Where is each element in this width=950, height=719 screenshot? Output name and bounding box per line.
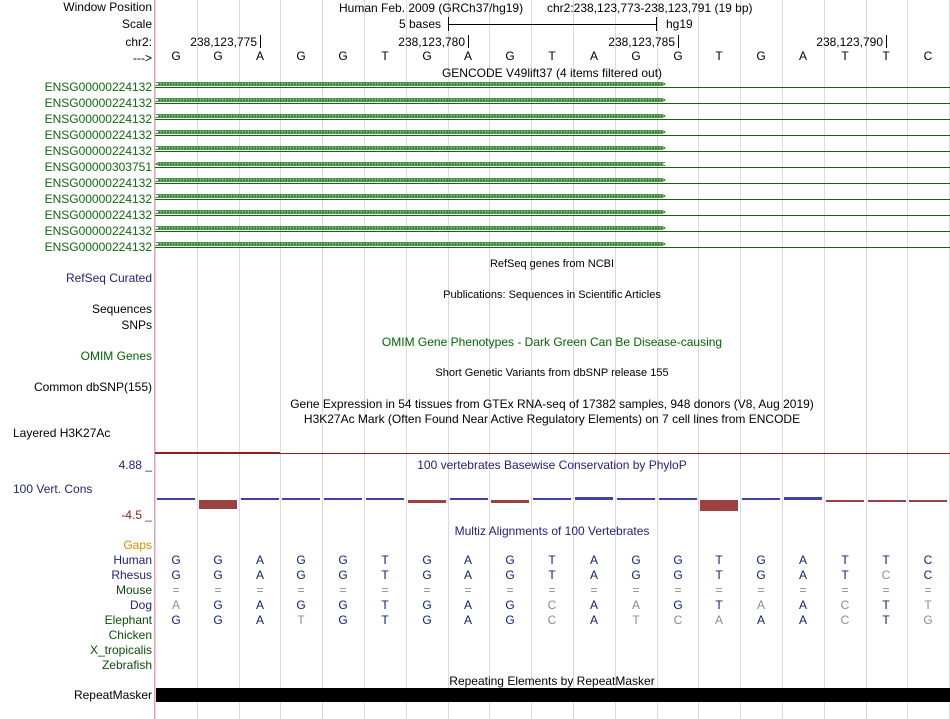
- gencode-gene-feature[interactable]: [155, 210, 950, 221]
- species-label[interactable]: Mouse: [115, 583, 152, 597]
- reference-base: G: [756, 49, 766, 63]
- plus-strand-arrows: >>>>>>>>>>>>>>>>>>>>>>>>>>>>>>>>>>>>>>>>>>>>>>>>>>>>>>>>>>>>>>>>>>>>>>>>>>>>>>>>>>>>>>>>>>>>>>>>>>>>>>>>>>>>>>>>>>>>>>>>>>>>>>>>>>>>>>>>>>>>>>>>>>>>>>>>>>>>>>>>>>>>>>>>>>>>>>>>>>>>: [155, 146, 663, 154]
- refseq-track-label[interactable]: RefSeq Curated: [65, 271, 152, 285]
- plus-strand-arrows: >>>>>>>>>>>>>>>>>>>>>>>>>>>>>>>>>>>>>>>>>>>>>>>>>>>>>>>>>>>>>>>>>>>>>>>>>>>>>>>>>>>>>>>>>>>>>>>>>>>>>>>>>>>>>>>>>>>>>>>>>>>>>>>>>>>>>>>>>>>>>>>>>>>>>>>>>>>>>>>>>>>>>>>>>>>>>>>>>>>>: [155, 130, 663, 138]
- aligned-base: C: [923, 553, 933, 567]
- gencode-gene-feature[interactable]: [155, 82, 950, 93]
- aligned-base: G: [296, 553, 306, 567]
- aligned-base: T: [924, 598, 932, 612]
- reference-base: A: [798, 49, 807, 63]
- plus-strand-arrows: >>>>>>>>>>>>>>>>>>>>>>>>>>>>>>>>>>>>>>>>>>>>>>>>>>>>>>>>>>>>>>>>>>>>>>>>>>>>>>>>>>>>>>>>>>>>>>>>>>>>>>>>>>>>>>>>>>>>>>>>>>>>>>>>>>>>>>>>>>>>>>>>>>>>>>>>>>>>>>>>>>>>>>>>>>>>>>>>>>>>: [155, 82, 663, 90]
- cons-max-label: 4.88 _: [118, 458, 152, 472]
- gencode-gene-feature[interactable]: [155, 162, 950, 173]
- aligned-base: A: [631, 598, 640, 612]
- track-labels-column: [0, 0, 155, 719]
- reference-base: G: [505, 49, 515, 63]
- aligned-base: =: [464, 583, 472, 597]
- aligned-base: =: [715, 583, 723, 597]
- gencode-gene-label[interactable]: ENSG00000224132: [44, 224, 152, 238]
- ruler-tick-label: 238,123,790: [816, 35, 883, 49]
- species-label[interactable]: Human: [113, 553, 152, 567]
- snps-track-label[interactable]: SNPs: [121, 318, 152, 332]
- plus-strand-arrows: >>>>>>>>>>>>>>>>>>>>>>>>>>>>>>>>>>>>>>>>>>>>>>>>>>>>>>>>>>>>>>>>>>>>>>>>>>>>>>>>>>>>>>>>>>>>>>>>>>>>>>>>>>>>>>>>>>>>>>>>>>>>>>>>>>>>>>>>>>>>>>>>>>>>>>>>>>>>>>>>>>>>>>>>>>>>>>>>>>>>: [155, 226, 663, 234]
- strand-arrow-label: --->: [133, 51, 152, 65]
- aligned-base: G: [296, 568, 306, 582]
- reference-base: G: [422, 49, 432, 63]
- aligned-base: =: [924, 583, 932, 597]
- gencode-gene-label[interactable]: ENSG00000224132: [44, 240, 152, 254]
- aligned-base: G: [673, 598, 683, 612]
- scale-bar: [448, 24, 656, 25]
- aligned-base: G: [505, 568, 515, 582]
- scale-bar-right-cap: [656, 17, 657, 31]
- aligned-base: T: [715, 598, 723, 612]
- reference-base: T: [548, 49, 556, 63]
- conservation-bar: [868, 500, 906, 502]
- aligned-base: G: [505, 598, 515, 612]
- multiz-track-title: Multiz Alignments of 100 Vertebrates: [454, 524, 650, 538]
- gencode-gene-feature[interactable]: [155, 194, 950, 205]
- aligned-base: =: [339, 583, 347, 597]
- cons-track-label[interactable]: 100 Vert. Cons: [13, 482, 93, 496]
- aligned-base: T: [882, 613, 890, 627]
- repeatmasker-track-label[interactable]: RepeatMasker: [73, 688, 152, 702]
- species-label[interactable]: Chicken: [108, 628, 152, 642]
- aligned-base: G: [505, 553, 515, 567]
- gencode-gene-label[interactable]: ENSG00000224132: [44, 96, 152, 110]
- plus-strand-arrows: >>>>>>>>>>>>>>>>>>>>>>>>>>>>>>>>>>>>>>>>>>>>>>>>>>>>>>>>>>>>>>>>>>>>>>>>>>>>>>>>>>>>>>>>>>>>>>>>>>>>>>>>>>>>>>>>>>>>>>>>>>>>>>>>>>>>>>>>>>>>>>>>>>>>>>>>>>>>>>>>>>>>>>>>>>>>>>>>>>>>: [155, 178, 663, 186]
- publications-track-title: Publications: Sequences in Scientific Articles: [443, 289, 661, 301]
- aligned-base: T: [841, 553, 849, 567]
- gtex-track-title: Gene Expression in 54 tissues from GTEx RNA-seq of 17382 samples, 948 donors (V8, Aug 2019): [290, 397, 814, 411]
- gencode-gene-label[interactable]: ENSG00000224132: [44, 128, 152, 142]
- repeatmasker-element[interactable]: [156, 688, 950, 702]
- sequences-track-label[interactable]: Sequences: [91, 302, 152, 316]
- aligned-base: C: [840, 613, 850, 627]
- aligned-base: A: [798, 598, 807, 612]
- species-label[interactable]: Elephant: [104, 613, 152, 627]
- aligned-base: A: [589, 598, 598, 612]
- plus-strand-arrows: >>>>>>>>>>>>>>>>>>>>>>>>>>>>>>>>>>>>>>>>>>>>>>>>>>>>>>>>>>>>>>>>>>>>>>>>>>>>>>>>>>>>>>>>>>>>>>>>>>>>>>>>>>>>>>>>>>>>>>>>>>>>>>>>>>>>>>>>>>>>>>>>>>>>>>>>>>>>>>>>>>>>>>>>>>>>>>>>>>>>: [155, 194, 663, 202]
- aligned-base: =: [799, 583, 807, 597]
- conservation-bar: [282, 498, 320, 500]
- aligned-base: T: [882, 598, 890, 612]
- genome-browser-image[interactable]: [155, 0, 950, 719]
- aligned-base: T: [381, 568, 389, 582]
- aligned-base: A: [463, 598, 472, 612]
- conservation-bar: [575, 497, 613, 500]
- reference-base: T: [841, 49, 849, 63]
- gencode-track-title: GENCODE V49lift37 (4 items filtered out): [441, 66, 663, 80]
- aligned-base: G: [213, 553, 223, 567]
- reference-base: G: [338, 49, 348, 63]
- aligned-base: T: [548, 553, 556, 567]
- h3k27ac-track-title: H3K27Ac Mark (Often Found Near Active Regulatory Elements) on 7 cell lines from ENCODE: [303, 412, 801, 426]
- aligned-base: A: [255, 568, 264, 582]
- conservation-bar: [659, 498, 697, 500]
- gencode-gene-feature[interactable]: [155, 114, 950, 125]
- aligned-base: =: [423, 583, 431, 597]
- species-label[interactable]: Zebrafish: [101, 658, 152, 672]
- ruler-tick-mark: [260, 35, 261, 48]
- conservation-bar: [408, 500, 446, 503]
- reference-base: T: [882, 49, 890, 63]
- aligned-base: G: [422, 568, 432, 582]
- aligned-base: =: [381, 583, 389, 597]
- gaps-label: Gaps: [123, 538, 152, 552]
- reference-base: A: [463, 49, 472, 63]
- species-label[interactable]: X_tropicalis: [89, 643, 152, 657]
- aligned-base: C: [881, 568, 891, 582]
- conservation-bar: [450, 498, 488, 500]
- gencode-gene-label[interactable]: ENSG00000224132: [44, 192, 152, 206]
- aligned-base: C: [840, 598, 850, 612]
- conservation-bar: [909, 500, 947, 502]
- aligned-base: =: [674, 583, 682, 597]
- aligned-base: =: [590, 583, 598, 597]
- aligned-base: A: [756, 598, 765, 612]
- aligned-base: A: [714, 613, 723, 627]
- aligned-base: T: [715, 553, 723, 567]
- scale-bar-left-cap: [448, 17, 449, 31]
- aligned-base: T: [882, 553, 890, 567]
- aligned-base: C: [547, 598, 557, 612]
- scale-text: 5 bases: [399, 17, 442, 31]
- aligned-base: G: [296, 598, 306, 612]
- aligned-base: A: [463, 568, 472, 582]
- gencode-gene-label[interactable]: ENSG00000303751: [44, 160, 152, 174]
- aligned-base: A: [589, 613, 598, 627]
- aligned-base: =: [841, 583, 849, 597]
- aligned-base: C: [923, 568, 933, 582]
- aligned-base: G: [171, 613, 181, 627]
- conservation-bar: [366, 498, 404, 500]
- reference-base: T: [715, 49, 723, 63]
- aligned-base: G: [171, 553, 181, 567]
- gencode-gene-label[interactable]: ENSG00000224132: [44, 176, 152, 190]
- aligned-base: A: [798, 553, 807, 567]
- reference-base: A: [589, 49, 598, 63]
- aligned-base: A: [255, 598, 264, 612]
- aligned-base: A: [255, 553, 264, 567]
- aligned-base: G: [505, 613, 515, 627]
- aligned-base: =: [632, 583, 640, 597]
- plus-strand-arrows: >>>>>>>>>>>>>>>>>>>>>>>>>>>>>>>>>>>>>>>>>>>>>>>>>>>>>>>>>>>>>>>>>>>>>>>>>>>>>>>>>>>>>>>>>>>>>>>>>>>>>>>>>>>>>>>>>>>>>>>>>>>>>>>>>>>>>>>>>>>>>>>>>>>>>>>>>>>>>>>>>>>>>>>>>>>>>>>>>>>>: [155, 242, 663, 250]
- aligned-base: T: [297, 613, 305, 627]
- reference-base: G: [171, 49, 181, 63]
- conservation-bar: [700, 500, 738, 511]
- species-label[interactable]: Dog: [129, 598, 152, 612]
- aligned-base: G: [171, 568, 181, 582]
- aligned-base: C: [547, 613, 557, 627]
- aligned-base: T: [715, 568, 723, 582]
- aligned-base: G: [673, 553, 683, 567]
- aligned-base: A: [171, 598, 180, 612]
- conservation-bar: [533, 498, 571, 500]
- aligned-base: =: [548, 583, 556, 597]
- ruler-tick-label: 238,123,780: [398, 35, 465, 49]
- aligned-base: G: [213, 598, 223, 612]
- ruler-tick-label: 238,123,775: [190, 35, 257, 49]
- aligned-base: =: [256, 583, 264, 597]
- aligned-base: =: [172, 583, 180, 597]
- scale-db: hg19: [666, 17, 693, 31]
- conservation-bar: [491, 500, 529, 503]
- aligned-base: =: [757, 583, 765, 597]
- aligned-base: T: [381, 598, 389, 612]
- gencode-gene-feature[interactable]: [155, 146, 950, 157]
- aligned-base: A: [798, 568, 807, 582]
- aligned-base: =: [214, 583, 222, 597]
- ruler-tick-mark: [678, 35, 679, 48]
- aligned-base: =: [882, 583, 890, 597]
- aligned-base: T: [841, 568, 849, 582]
- conservation-bar: [199, 500, 237, 509]
- aligned-base: A: [255, 613, 264, 627]
- aligned-base: A: [798, 613, 807, 627]
- aligned-base: T: [632, 613, 640, 627]
- aligned-base: G: [756, 568, 766, 582]
- conservation-bar: [617, 498, 655, 500]
- plus-strand-arrows: >>>>>>>>>>>>>>>>>>>>>>>>>>>>>>>>>>>>>>>>>>>>>>>>>>>>>>>>>>>>>>>>>>>>>>>>>>>>>>>>>>>>>>>>>>>>>>>>>>>>>>>>>>>>>>>>>>>>>>>>>>>>>>>>>>>>>>>>>>>>>>>>>>>>>>>>>>>>>>>>>>>>>>>>>>>>>>>>>>>>: [155, 98, 663, 106]
- common-dbsnp-track-label[interactable]: Common dbSNP(155): [33, 380, 152, 394]
- aligned-base: G: [422, 553, 432, 567]
- conservation-bar: [157, 498, 195, 500]
- gencode-gene-feature[interactable]: [155, 242, 950, 253]
- aligned-base: G: [756, 553, 766, 567]
- aligned-base: G: [338, 598, 348, 612]
- reference-base: T: [381, 49, 389, 63]
- chrom-label: chr2:: [125, 35, 152, 49]
- conservation-bar: [784, 497, 822, 500]
- conservation-bar: [324, 498, 362, 500]
- refseq-track-title: RefSeq genes from NCBI: [489, 258, 615, 270]
- ruler-tick-mark: [886, 35, 887, 48]
- ruler-tick-label: 238,123,785: [608, 35, 675, 49]
- gencode-gene-label[interactable]: ENSG00000224132: [44, 144, 152, 158]
- aligned-base: G: [338, 568, 348, 582]
- position-readout: chr2:238,123,773-238,123,791 (19 bp): [547, 1, 753, 15]
- conservation-bar: [826, 500, 864, 502]
- dbsnp-track-title: Short Genetic Variants from dbSNP release 155: [435, 367, 669, 379]
- aligned-base: T: [381, 553, 389, 567]
- assembly-name: Human Feb. 2009 (GRCh37/hg19): [339, 1, 524, 15]
- aligned-base: C: [673, 613, 683, 627]
- plus-strand-arrows: >>>>>>>>>>>>>>>>>>>>>>>>>>>>>>>>>>>>>>>>>>>>>>>>>>>>>>>>>>>>>>>>>>>>>>>>>>>>>>>>>>>>>>>>>>>>>>>>>>>>>>>>>>>>>>>>>>>>>>>>>>>>>>>>>>>>>>>>>>>>>>>>>>>>>>>>>>>>>>>>>>>>>>>>>>>>>>>>>>>>: [155, 114, 663, 122]
- conservation-bar: [241, 498, 279, 500]
- aligned-base: A: [589, 568, 598, 582]
- aligned-base: G: [338, 553, 348, 567]
- h3k27ac-signal-segment: [155, 452, 280, 454]
- reference-base: G: [673, 49, 683, 63]
- gencode-gene-feature[interactable]: [155, 130, 950, 141]
- minus-strand-arrows: <<<<<<<<<<<<<<<<<<<<<<<<<<<<<<<<<<<<<<<<<<<<<<<<<<<<<<<<<<<<<<<<<<<<<<<<<<<<<<<<<<<<<<<<<<<<<<<<<<<<<<<<<<<<<<<<<<<<<<<<<<<<<<<<<<<<<<<<<<<<<<<<<<<<<<<<<<<<<<<<<<<<<<<<<<<<<<<<<<<<: [155, 162, 663, 170]
- aligned-base: T: [548, 568, 556, 582]
- gencode-gene-label[interactable]: ENSG00000224132: [44, 80, 152, 94]
- aligned-base: =: [506, 583, 514, 597]
- aligned-base: G: [213, 568, 223, 582]
- h3k27ac-track-label[interactable]: Layered H3K27Ac: [13, 426, 111, 440]
- aligned-base: G: [631, 553, 641, 567]
- gencode-gene-label[interactable]: ENSG00000224132: [44, 112, 152, 126]
- aligned-base: A: [463, 613, 472, 627]
- gencode-gene-feature[interactable]: [155, 226, 950, 237]
- reference-base: G: [213, 49, 223, 63]
- aligned-base: G: [422, 613, 432, 627]
- aligned-base: G: [338, 613, 348, 627]
- repeatmasker-track-title: Repeating Elements by RepeatMasker: [449, 674, 655, 688]
- aligned-base: A: [756, 613, 765, 627]
- reference-base: G: [631, 49, 641, 63]
- aligned-base: G: [673, 568, 683, 582]
- window-position-label: Window Position: [63, 0, 152, 14]
- aligned-base: =: [297, 583, 305, 597]
- phylop-track-title: 100 vertebrates Basewise Conservation by PhyloP: [417, 458, 687, 472]
- reference-base: A: [255, 49, 264, 63]
- conservation-bar: [742, 498, 780, 500]
- ruler-tick-mark: [468, 35, 469, 48]
- aligned-base: G: [631, 568, 641, 582]
- aligned-base: A: [589, 553, 598, 567]
- gencode-gene-feature[interactable]: [155, 178, 950, 189]
- aligned-base: G: [422, 598, 432, 612]
- plus-strand-arrows: >>>>>>>>>>>>>>>>>>>>>>>>>>>>>>>>>>>>>>>>>>>>>>>>>>>>>>>>>>>>>>>>>>>>>>>>>>>>>>>>>>>>>>>>>>>>>>>>>>>>>>>>>>>>>>>>>>>>>>>>>>>>>>>>>>>>>>>>>>>>>>>>>>>>>>>>>>>>>>>>>>>>>>>>>>>>>>>>>>>>: [155, 210, 663, 218]
- aligned-base: G: [923, 613, 933, 627]
- gencode-gene-label[interactable]: ENSG00000224132: [44, 208, 152, 222]
- cons-min-label: -4.5 _: [121, 508, 152, 522]
- reference-base: C: [923, 49, 933, 63]
- gencode-gene-feature[interactable]: [155, 98, 950, 109]
- omim-track-label[interactable]: OMIM Genes: [80, 349, 152, 363]
- omim-track-title: OMIM Gene Phenotypes - Dark Green Can Be Disease-causing: [381, 335, 723, 349]
- aligned-base: G: [213, 613, 223, 627]
- species-label[interactable]: Rhesus: [111, 568, 152, 582]
- scale-label: Scale: [121, 17, 152, 31]
- aligned-base: T: [381, 613, 389, 627]
- reference-base: G: [296, 49, 306, 63]
- aligned-base: A: [463, 553, 472, 567]
